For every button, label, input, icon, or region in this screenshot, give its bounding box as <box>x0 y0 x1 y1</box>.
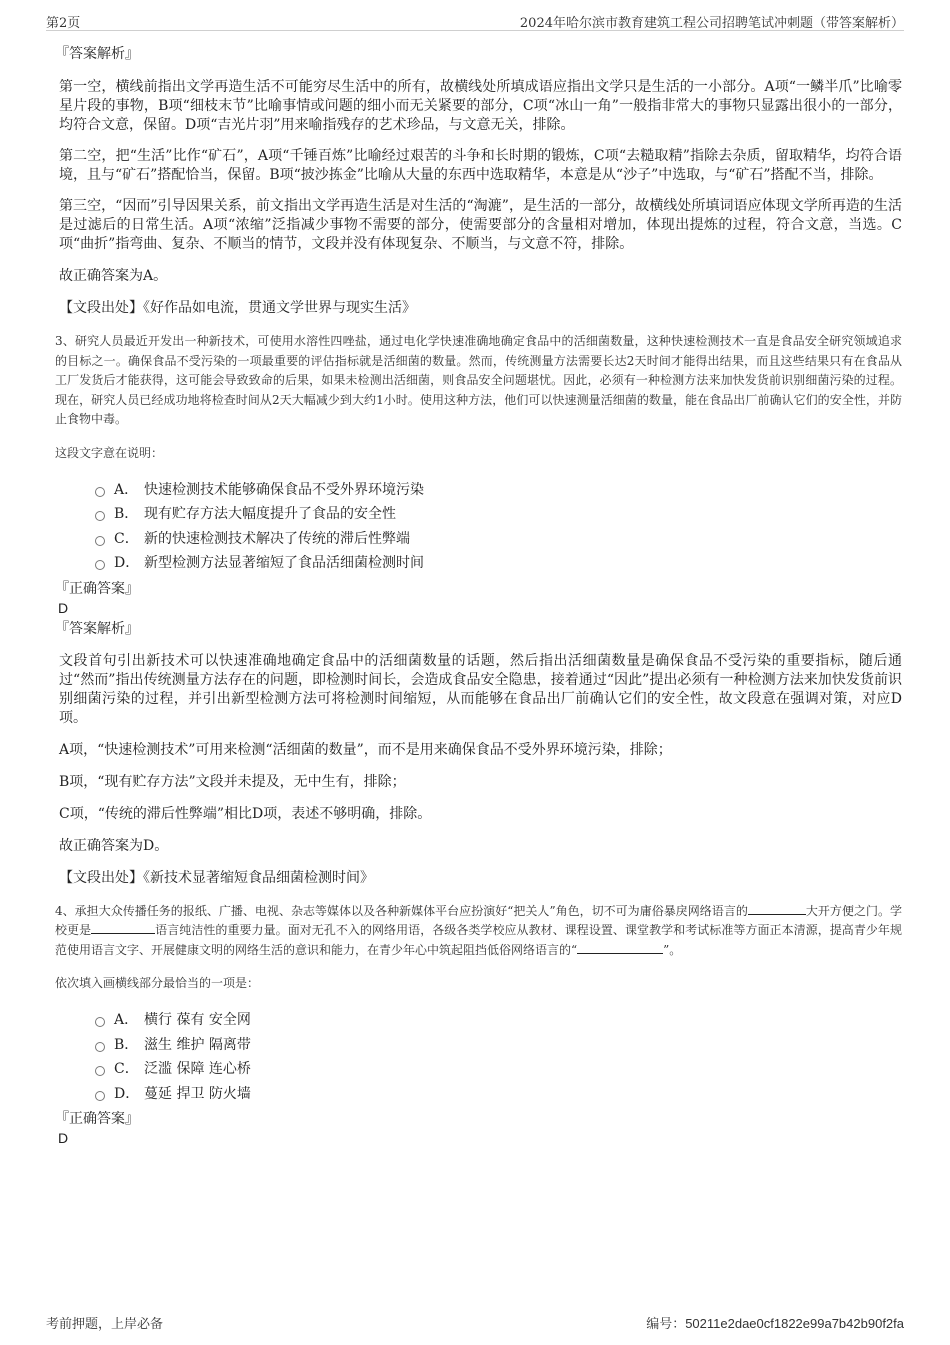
option-text: 蔓延 捍卫 防火墙 <box>144 1085 251 1102</box>
analysis-paragraph: 第二空，把“生活”比作“矿石”，A项“千锤百炼”比喻经过艰苦的斗争和长时期的锻炼，C项“去糙取精”指除去杂质，留取精华，均符合语境，且与“矿石”搭配恰当，保留。B项“披沙拣金”比喻从大量的东西中选取精华，本意是从“沙子”中选取，与“矿石”搭配不当，排除。 <box>59 148 902 183</box>
page-header <box>46 10 904 31</box>
option-letter: B． <box>114 506 139 522</box>
option-letter: C． <box>114 530 139 547</box>
option-letter: A． <box>114 481 139 498</box>
page-number: 第2页 <box>46 16 81 31</box>
option-b[interactable] <box>95 502 902 527</box>
analysis-paragraph: 第一空，横线前指出文学再造生活不可能穷尽生活中的所有，故横线处所填成语应指出文学只是生活的一小部分。A项“一鳞半爪”比喻零星片段的事物，B项“细枝末节”比喻事情或问题的细小而无关紧要的部分，C项“冰山一角”一般指非常大的事物只显露出很小的一部分，均符合文意，保留。D项“吉光片羽”用来喻指残存的艺术珍品，与文意无关，排除。 <box>59 79 902 133</box>
question2-analysis <box>55 44 902 318</box>
radio-icon[interactable] <box>95 1017 105 1027</box>
correct-answer-label: 『正确答案』 <box>55 580 139 597</box>
radio-icon[interactable] <box>95 536 105 546</box>
option-letter: A． <box>114 1012 139 1028</box>
analysis-option-a: A项，“快速检测技术”可用来检测“活细菌的数量”，而不是用来确保食品不受外界环境污染，排除； <box>59 741 672 758</box>
radio-icon[interactable] <box>95 487 105 497</box>
option-text: 横行 葆有 安全网 <box>144 1012 251 1028</box>
radio-icon[interactable] <box>95 1091 105 1101</box>
question-text-part: 4、承担大众传播任务的报纸、广播、电视、杂志等媒体以及各种新媒体平台应扮演好“把关人”角色，切不可为庸俗暴戾网络语言的 <box>55 903 748 918</box>
option-text: 快速检测技术能够确保食品不受外界环境污染 <box>144 481 424 498</box>
analysis-paragraph: 第三空，“因而”引导因果关系，前文指出文学再造生活是对生活的“淘漉”，是生活的一部分，故横线处所填词语应体现文学所再造的生活是过滤后的日常生活。A项“浓缩”泛指减少事物不需要的部分，使需要部分的含量相对增加，体现出提炼的过程，符合文意，当选。C项“曲折”指弯曲、复杂、不顺当的情节，文段并没有体现复杂、不顺当，与文意不符，排除。 <box>59 198 902 252</box>
analysis-label: 『答案解析』 <box>55 46 139 62</box>
question-text-part: 语言纯洁性的重要力量。面对无孔不入的网络用语，各级各类学校应从教材、课程设置、课堂教学和考试标准等方面正本清源，提高青少年规范使用语言文字、开展健康文明的网络生活的意识和能力，在青少年心中筑起阻挡低俗网络语言的“ <box>55 923 902 957</box>
question-prompt: 这段文字意在说明： <box>55 445 164 460</box>
page-footer <box>46 1313 904 1332</box>
analysis-label: 『答案解析』 <box>55 620 139 637</box>
option-text: 现有贮存方法大幅度提升了食品的安全性 <box>144 506 396 522</box>
option-letter: C． <box>114 1061 139 1077</box>
option-b[interactable] <box>95 1033 902 1058</box>
question-text-part: ”。 <box>663 942 682 957</box>
passage-source: 【文段出处】《好作品如电流，贯通文学世界与现实生活》 <box>59 300 416 316</box>
option-letter: D． <box>114 1085 140 1102</box>
correct-answer-label: 『正确答案』 <box>55 1111 139 1127</box>
correct-answer: D <box>58 1130 69 1146</box>
conclusion: 故正确答案为A。 <box>59 268 168 284</box>
option-text: 滋生 维护 隔离带 <box>144 1036 251 1053</box>
option-d[interactable] <box>95 1082 902 1107</box>
question-text <box>55 902 902 961</box>
question3 <box>55 332 902 888</box>
passage-source: 【文段出处】《新技术显著缩短食品细菌检测时间》 <box>59 869 374 886</box>
correct-answer: D <box>58 599 69 616</box>
fill-blank-2 <box>91 921 155 934</box>
option-c[interactable] <box>95 1057 902 1082</box>
radio-icon[interactable] <box>95 560 105 570</box>
footer-slogan: 考前押题，上岸必备 <box>46 1317 164 1332</box>
option-d[interactable] <box>95 551 902 576</box>
option-a[interactable] <box>95 1008 902 1033</box>
analysis-option-b: B项，“现有贮存方法”文段并未提及，无中生有，排除； <box>59 773 406 790</box>
option-c[interactable] <box>95 527 902 552</box>
option-letter: B． <box>114 1036 139 1053</box>
analysis-paragraph: 文段首句引出新技术可以快速准确地确定食品中的活细菌数量的话题，然后指出活细菌数量是确保食品不受污染的重要指标，随后通过“然而”指出传统测量方法存在的问题，即检测时间长，会造成食品安全隐患，接着通过“因此”提出必须有一种检测方法来加快发货前识别细菌污染的过程，并引出新型检测方法可将检测时间缩短，从而能够在食品出厂前确认它们的安全性，故文段意在强调对策，对应D项。 <box>59 652 902 726</box>
question4 <box>55 902 902 1149</box>
option-list <box>95 478 902 576</box>
conclusion: 故正确答案为D。 <box>59 837 169 854</box>
question-text: 3、研究人员最近开发出一种新技术，可使用水溶性四唑盐，通过电化学快速准确地确定食品中的活细菌数量，这种快速检测技术一直是食品安全研究领域追求的目标之一。确保食品不受污染的一项最重要的评估指标就是活细菌的数量。然而，传统测量方法需要长达2天时间才能得出结果，而且这些结果只有在食品从工厂发货后才能获得，这可能会导致致命的后果，如果未检测出活细菌，则食品安全问题堪忧。因此，必须有一种检测方法来加快发货前识别细菌污染的过程。现在，研究人员已经成功地将检查时间从2天大幅减少到大约1小时。使用这种方法，他们可以快速测量活细菌的数量，能在食品出厂前确认它们的安全性，并防止食物中毒。 <box>55 334 902 426</box>
option-text: 新型检测方法显著缩短了食品活细菌检测时间 <box>144 555 424 571</box>
radio-icon[interactable] <box>95 1066 105 1076</box>
analysis-option-c: C项，“传统的滞后性弊端”相比D项，表述不够明确，排除。 <box>59 805 432 822</box>
radio-icon[interactable] <box>95 1042 105 1052</box>
option-letter: D． <box>114 555 140 571</box>
option-a[interactable] <box>95 478 902 503</box>
radio-icon[interactable] <box>95 511 105 521</box>
option-text: 新的快速检测技术解决了传统的滞后性弊端 <box>144 530 410 547</box>
document-code: 编号：50211e2dae0cf1822e99a7b42b90f2fa <box>646 1316 904 1331</box>
question-prompt: 依次填入画横线部分最恰当的一项是： <box>55 976 260 990</box>
fill-blank-1 <box>748 902 806 915</box>
page-content <box>55 44 902 1150</box>
question-text-part: 大开方便之门。学校更是 <box>55 903 902 937</box>
option-list <box>95 1008 902 1106</box>
option-text: 泛滥 保障 连心桥 <box>144 1061 251 1077</box>
document-title: 2024年哈尔滨市教育建筑工程公司招聘笔试冲刺题（带答案解析） <box>519 16 904 31</box>
fill-blank-3 <box>577 941 663 954</box>
